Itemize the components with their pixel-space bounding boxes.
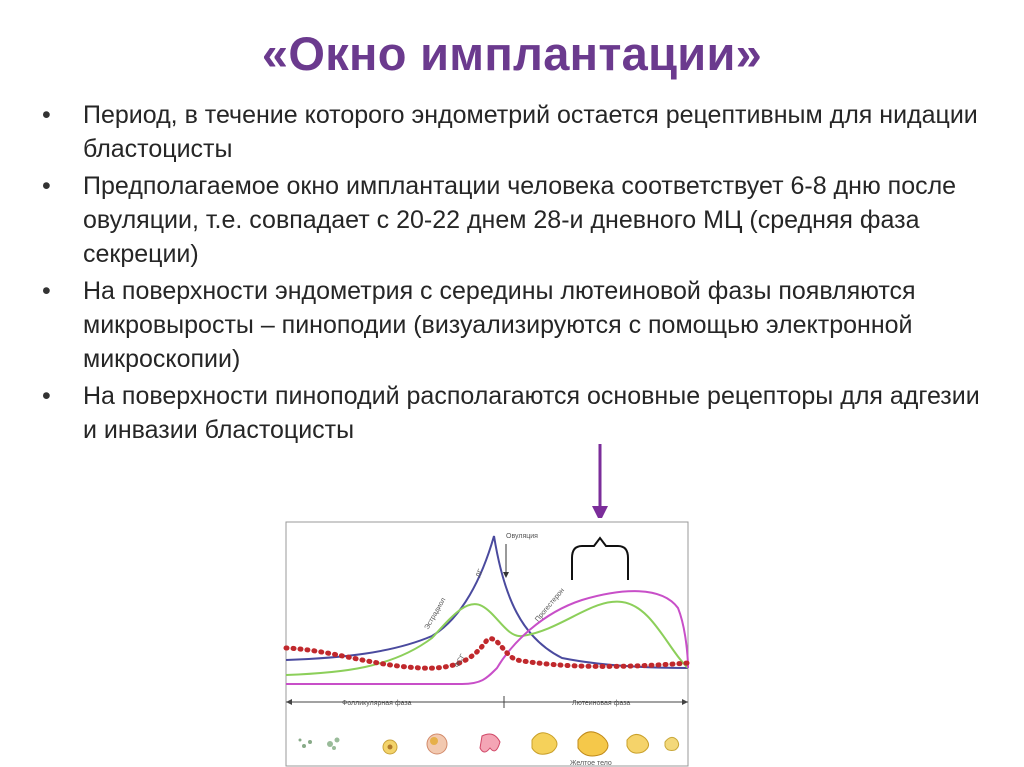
bullet-list (40, 98, 980, 450)
bullet-item: • На поверхности эндометрия с середины лютеиновой фазы появляются микровыросты – пиноподии (визуализируются с помощью электронной микроскопии) (40, 274, 980, 376)
progesterone-label: Прогестерон (534, 587, 567, 624)
estradiol-label: Эстрадиол (423, 596, 448, 631)
bullet-item: • Предполагаемое окно имплантации человека соответствует 6-8 дню после овуляции, т.е. совпадает с 20-22 днем 28-и дневного МЦ (средняя фаза секреции) (40, 169, 980, 271)
ovulation-label: Овуляция (506, 533, 538, 540)
slide-title: «Окно имплантации» (261, 27, 763, 80)
fsh-label: ФСГ (453, 653, 467, 669)
lh-label: ЛГ (475, 568, 485, 579)
follicular-phase-label: Фолликулярная фаза (342, 700, 412, 707)
hormone-cycle-figure (282, 518, 690, 767)
estradiol-curve (286, 602, 688, 675)
corpus-luteum-label: Желтое тело (570, 760, 612, 767)
follicle-icons (299, 732, 679, 756)
bullet-item: • На поверхности пиноподий располагаются основные рецепторы для адгезии и инвазии бластоцисты (40, 379, 980, 447)
bullet-item: • Период, в течение которого эндометрий остается рецептивным для нидации бластоцисты (40, 98, 980, 166)
window-bracket (572, 538, 628, 580)
fsh-curve (286, 639, 688, 668)
luteal-phase-label: Лютеиновая фаза (572, 700, 631, 707)
hormone-chart-svg (282, 518, 690, 767)
